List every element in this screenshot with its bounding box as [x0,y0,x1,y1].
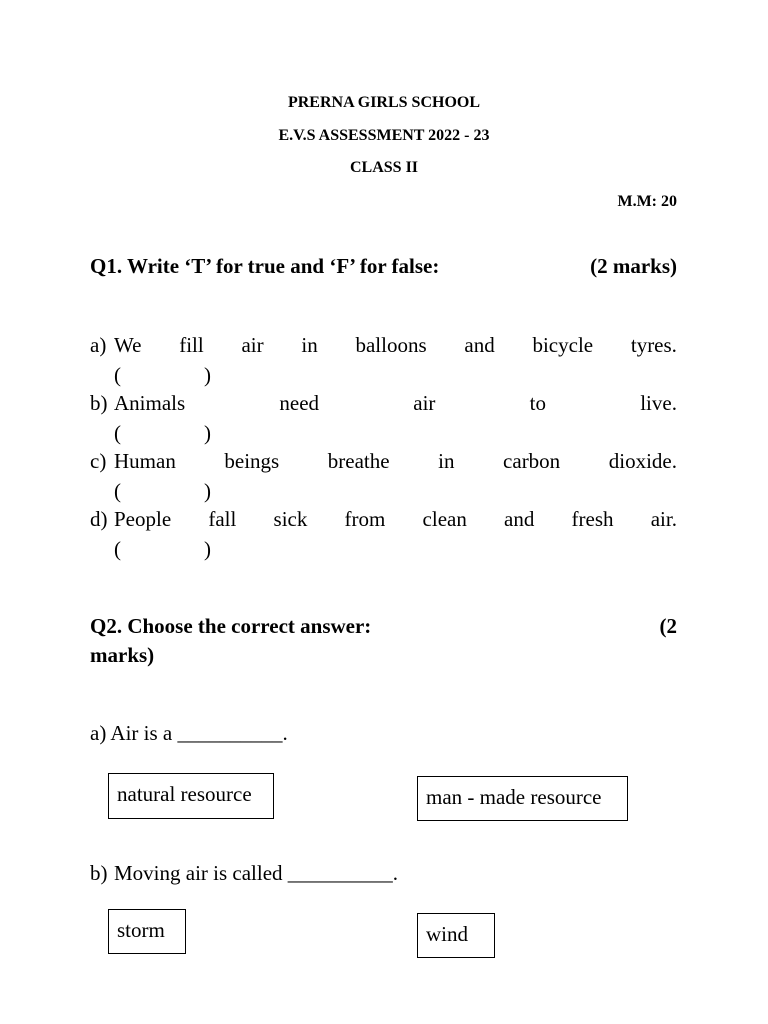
q2a-question: a) Air is a __________. [90,721,288,745]
q1-item-word: from [344,507,386,531]
q2b-text: Moving air is called __________. [114,861,399,885]
max-marks: M.M: 20 [617,193,677,210]
q1-item-word: and [464,333,495,357]
open-paren: ( [114,363,121,387]
option-wind[interactable]: wind [417,913,495,958]
q1-item-word: We [114,333,142,357]
q1-item-letter: d) [90,507,108,531]
q2-title: Q2. Choose the correct answer: [90,614,372,638]
q1-item-word: Human [114,449,176,473]
answer-blank[interactable] [90,363,677,391]
q1-item-word: Animals [114,391,186,415]
q1-item-word: fill [179,333,204,357]
q1-item-letter: c) [90,449,107,473]
q2b-question [90,861,398,886]
q1-item-word: air. [650,507,677,531]
q1-item-word: bicycle [532,333,594,357]
q1-item-word: dioxide. [608,449,677,473]
open-paren: ( [114,421,121,445]
answer-blank[interactable] [90,537,677,565]
close-paren: ) [204,421,211,445]
close-paren: ) [204,537,211,561]
q1-item-word: sick [273,507,308,531]
q1-item-letter: a) [90,333,107,357]
q1-item [90,391,677,449]
class-label: CLASS II [349,159,419,176]
close-paren: ) [204,363,211,387]
option-natural-resource[interactable]: natural resource [108,773,274,819]
q1-item-word: clean [422,507,467,531]
q1-item-letter: b) [90,391,108,415]
answer-blank[interactable] [90,479,677,507]
q1-title: Q1. Write ‘T’ for true and ‘F’ for false: [90,254,440,278]
exam-title: E.V.S ASSESSMENT 2022 - 23 [278,127,490,144]
q2b-letter: b) [90,861,108,885]
close-paren: ) [204,479,211,503]
open-paren: ( [114,537,121,561]
q2-marks-part1: (2 [659,614,677,638]
q1-item-word: and [504,507,535,531]
q1-item-word: in [438,449,455,473]
q1-item [90,507,677,565]
q1-item [90,333,677,391]
option-man-made-resource[interactable]: man - made resource [417,776,628,821]
q1-item-word: need [279,391,320,415]
answer-blank[interactable] [90,421,677,449]
q1-item-word: live. [640,391,677,415]
q1-item-word: breathe [327,449,390,473]
q1-item-word: carbon [503,449,561,473]
q1-item-word: to [529,391,546,415]
q1-item [90,449,677,507]
q1-item-word: beings [224,449,280,473]
q1-item-word: air [241,333,264,357]
q1-item-word: air [413,391,436,415]
open-paren: ( [114,479,121,503]
q1-item-word: People [114,507,172,531]
q1-marks: (2 marks) [590,254,677,278]
school-name: PRERNA GIRLS SCHOOL [287,94,481,111]
q1-item-word: balloons [355,333,427,357]
q1-item-word: tyres. [630,333,677,357]
q1-item-word: fall [208,507,237,531]
option-storm[interactable]: storm [108,909,186,954]
q1-item-word: in [301,333,318,357]
q1-item-word: fresh [571,507,614,531]
q2-marks-part2: marks) [90,643,155,667]
